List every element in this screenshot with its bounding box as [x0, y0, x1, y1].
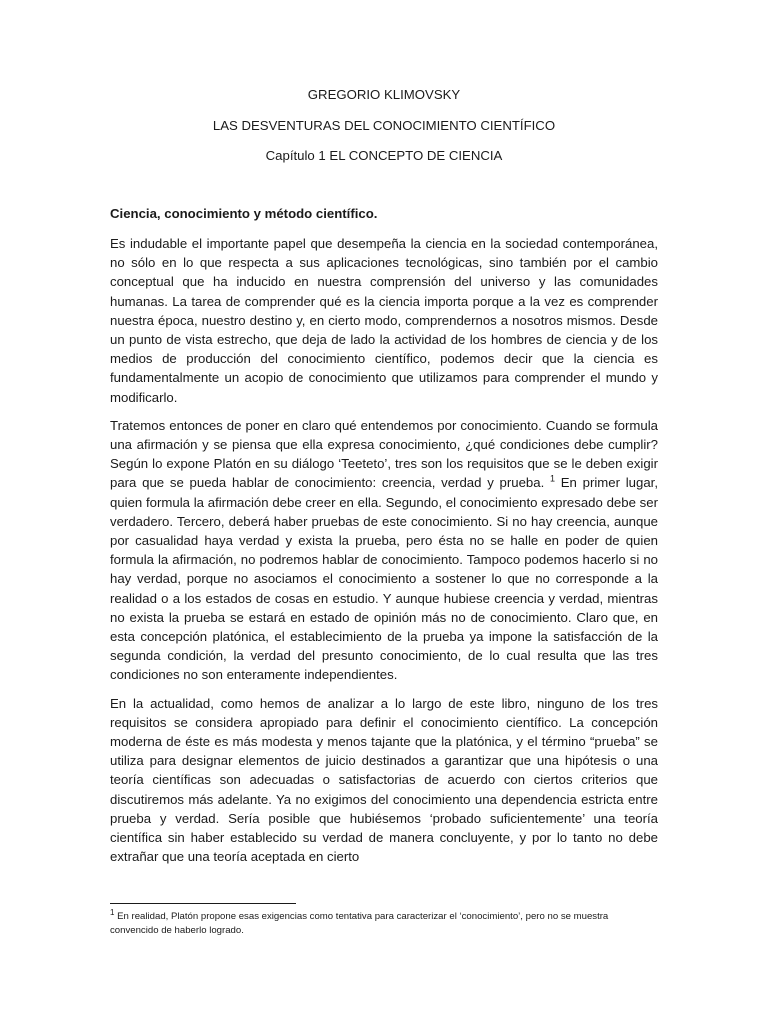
paragraph-2-part-b: En primer lugar, quien formula la afirmación debe creer en ella. Segundo, el conocimiento expresado debe ser verdadero. Tercero, deberá haber pruebas de este conocimiento. Si no hay creencia, aunque por casualidad haya verdad y exista la prueba, pero ésta no se halle en poder de quien formula la afirmación, no podremos hablar de conocimiento. Tampoco podemos hacerlo si no hay verdad, porque no asociamos el conocimiento a sostener lo que no corresponde a la realidad o a los estados de cosas en estudio. Y aunque hubiese creencia y verdad, mientras no exista la prueba se estará en estado de opinión más no de conocimiento. Claro que, en esta concepción platónica, el establecimiento de la prueba ya impone la satisfacción de la segunda condición, la verdad del presunto conocimiento, de lo cual resulta que las tres condiciones no son enteramente independientes.	[110, 475, 658, 683]
footnote-number: 1	[110, 907, 115, 917]
author-name: GREGORIO KLIMOVSKY	[307, 87, 461, 102]
footnote	[110, 907, 658, 937]
footnote-text: En realidad, Platón propone esas exigencias como tentativa para caracterizar el ‘conocimiento’, pero no se muestra convencido de haberlo logrado.	[110, 911, 609, 936]
paragraph-3: En la actualidad, como hemos de analizar a lo largo de este libro, ninguno de los tres requisitos se considera apropiado para definir el conocimiento científico. La concepción moderna de éste es más modesta y menos tajante que la platónica, y el término “prueba” se utiliza para designar elementos de juicio destinados a garantizar que una hipótesis o una teoría científicas son adecuadas o satisfactorias de acuerdo con ciertos criterios que discutiremos más adelante. Ya no exigimos del conocimiento una dependencia estricta entre prueba y verdad. Sería posible que hubiésemos ‘probado suficientemente’ una teoría científica sin haber establecido su verdad de manera concluyente, y por lo tanto no debe extrañar que una teoría aceptada en cierto	[110, 695, 658, 865]
book-title: LAS DESVENTURAS DEL CONOCIMIENTO CIENTÍFICO	[212, 118, 556, 133]
footnote-separator	[110, 903, 296, 904]
section-title: Ciencia, conocimiento y método científico.	[110, 206, 378, 221]
document-header	[110, 86, 658, 165]
chapter-title: Capítulo 1 EL CONCEPTO DE CIENCIA	[265, 148, 503, 163]
paragraph-2-part-a: Tratemos entonces de poner en claro qué entendemos por conocimiento. Cuando se formula una afirmación y se piensa que ella expresa conocimiento, ¿qué condiciones debe cumplir? Según lo expone Platón en su diálogo ‘Teeteto’, tres son los requisitos que se le deben exigir para que se pueda hablar de conocimiento: creencia, verdad y prueba.	[110, 417, 658, 491]
paragraph-2	[110, 416, 658, 685]
paragraph-1: Es indudable el importante papel que desempeña la ciencia en la sociedad contemporánea, no sólo en lo que respecta a sus aplicaciones tecnológicas, sino también por el cambio conceptual que ha inducido en nuestra comprensión del universo y las comunidades humanas. La tarea de comprender qué es la ciencia importa porque a la vez es comprender nuestra época, nuestro destino y, en cierto modo, comprendernos a nosotros mismos. Desde un punto de vista estrecho, que deja de lado la actividad de los hombres de ciencia y de los medios de producción del conocimiento científico, podemos decir que la ciencia es fundamentalmente un acopio de conocimiento que utilizamos para comprender el mundo y modificarlo.	[110, 236, 658, 405]
footnote-reference[interactable]: 1	[550, 474, 556, 485]
